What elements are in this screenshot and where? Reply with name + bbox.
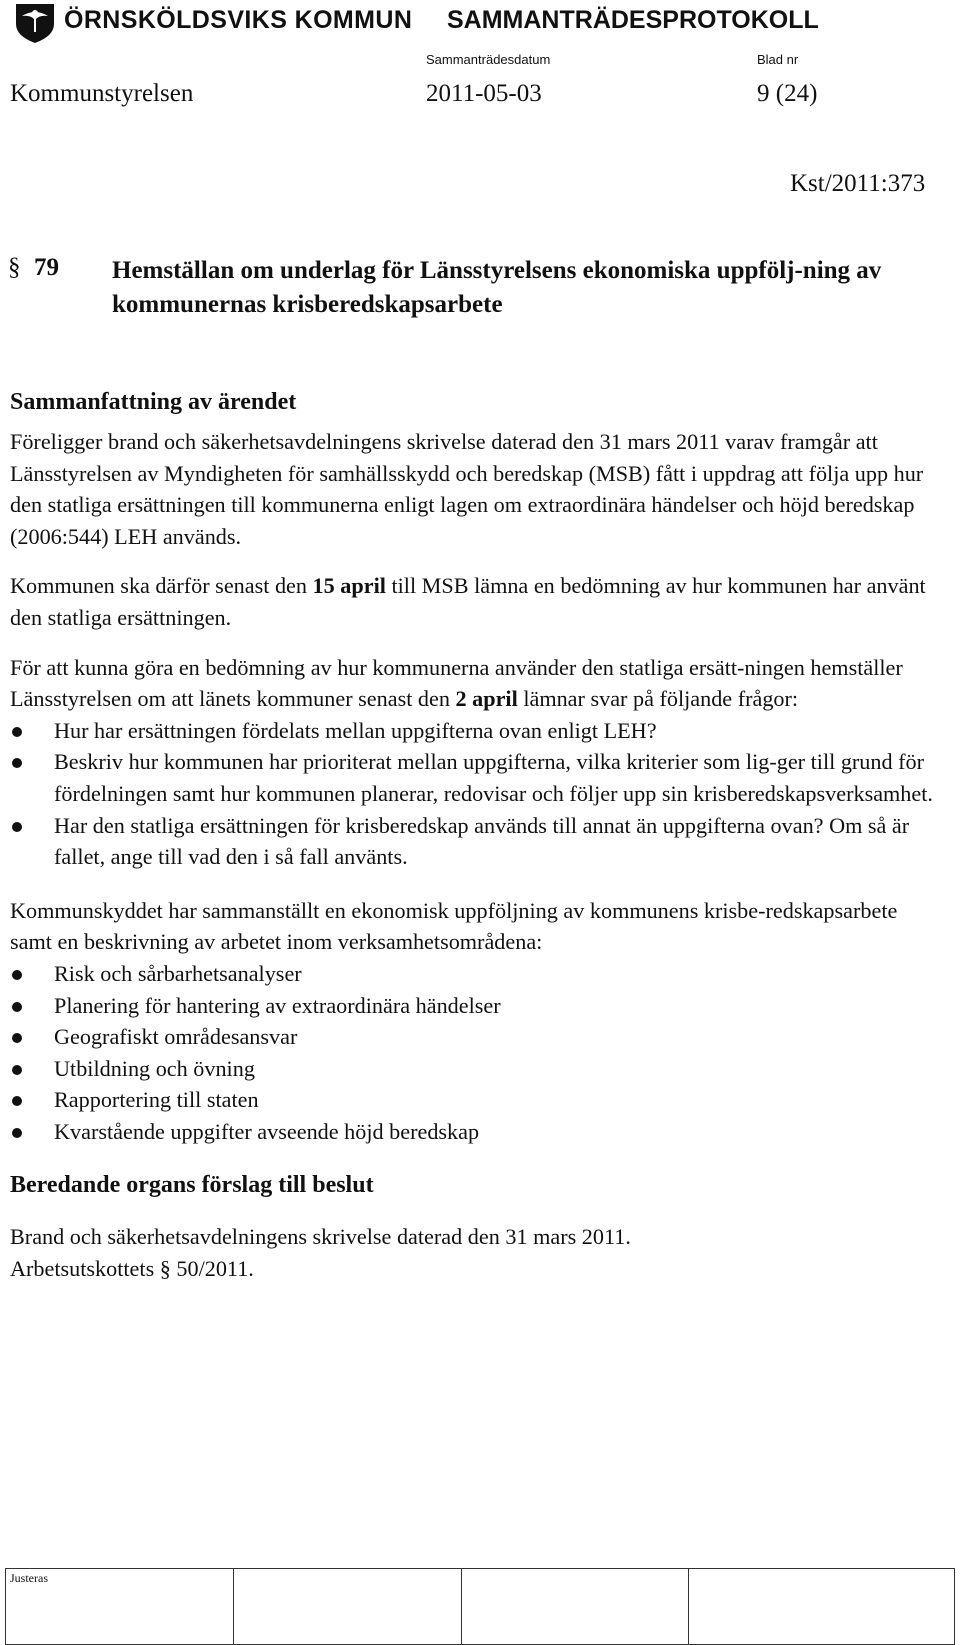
meeting-date: 2011-05-03	[426, 80, 542, 107]
signature-cell	[233, 1569, 461, 1645]
document-type: SAMMANTRÄDESPROTOKOLL	[447, 6, 819, 34]
list-item: Har den statliga ersättningen för krisberedskap används till annat än uppgifterna ovan? Om så är fallet, ange till vad den i så fall använts.	[10, 810, 940, 873]
paragraph-background: Föreligger brand och säkerhetsavdelningens skrivelse daterad den 31 mars 2011 varav framgår att Länsstyrelsen av Myndigheten för samhällsskydd och beredskap (MSB) fått i uppdrag att följa upp hur den statliga ersättningen till kommunerna enligt lagen om extraordinära händelser och höjd beredskap (2006:544) LEH används.	[10, 429, 924, 549]
paragraph-request: För att kunna göra en bedömning av hur kommunerna använder den statliga ersätt-ningen hemställer Länsstyrelsen om att länets kommuner senast den 2 april lämnar svar på följande frågor:	[10, 654, 903, 712]
summary-heading: Sammanfattning av ärendet	[10, 389, 297, 415]
paragraph-deadline: Kommunen ska därför senast den 15 april till MSB lämna en bedömning av hur kommunen har använt den statliga ersättningen.	[10, 573, 926, 630]
page-label: Blad nr	[757, 52, 799, 67]
kommun-name: ÖRNSKÖLDSVIKS KOMMUN	[64, 6, 413, 34]
item-title: Hemställan om underlag för Länsstyrelsens ekonomiska uppfölj-ning av kommunernas krisberedskapsarbete	[112, 257, 882, 318]
list-item: Risk och sårbarhetsanalyser	[10, 958, 940, 990]
deadline-date: 15 april	[312, 573, 386, 599]
list-item: Hur har ersättningen fördelats mellan uppgifterna ovan enligt LEH?	[10, 715, 940, 747]
document-body	[10, 386, 940, 1285]
list-item: Beskriv hur kommunen har prioriterat mellan uppgifterna, vilka kriterier som lig-ger till grund för fördelningen samt hur kommunen planerar, redovisar och följer upp sin krisberedskapsverksamhet.	[10, 746, 940, 809]
signature-cell	[461, 1569, 689, 1645]
paragraph-sign: §	[8, 254, 21, 281]
list-item: Utbildning och övning	[10, 1053, 940, 1085]
signature-cell	[689, 1569, 955, 1645]
proposal-heading: Beredande organs förslag till beslut	[10, 1172, 374, 1199]
list-item: Rapportering till staten	[10, 1084, 940, 1116]
basis-line-1: Brand och säkerhetsavdelningens skrivelse daterad den 31 mars 2011.	[10, 1224, 631, 1250]
area-list	[10, 958, 940, 1148]
list-item: Kvarstående uppgifter avseende höjd beredskap	[10, 1116, 940, 1148]
reply-date: 2 april	[455, 686, 518, 712]
basis-line-2: Arbetsutskottets § 50/2011.	[10, 1256, 254, 1282]
question-list	[10, 715, 940, 873]
list-item: Geografiskt områdesansvar	[10, 1021, 940, 1053]
kommun-logo	[10, 2, 60, 44]
justeras-label: Justeras	[10, 1571, 48, 1585]
paragraph-followup: Kommunskyddet har sammanställt en ekonomisk uppföljning av kommunens krisbe-redskapsarbete samt en beskrivning av arbetet inom verksamhetsområdena:	[10, 897, 898, 955]
justeras-cell	[6, 1569, 234, 1645]
date-label: Sammanträdesdatum	[426, 52, 551, 67]
paragraph-number: 79	[34, 254, 59, 281]
signature-table	[5, 1568, 955, 1645]
page-number: 9 (24)	[757, 80, 818, 107]
body-name: Kommunstyrelsen	[10, 80, 194, 107]
case-number: Kst/2011:373	[790, 170, 926, 197]
list-item: Planering för hantering av extraordinära händelser	[10, 990, 940, 1022]
